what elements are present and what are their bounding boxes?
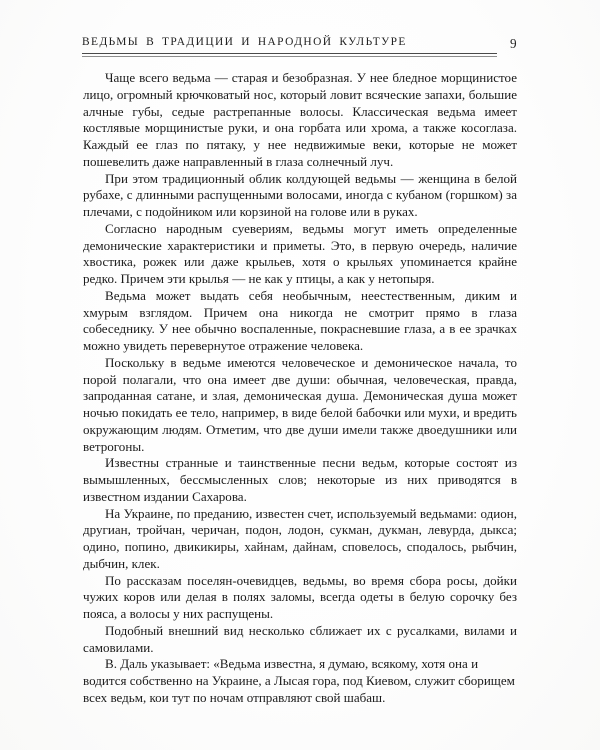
page-number: 9: [510, 36, 517, 51]
paragraph: В. Даль указывает: «Ведьма известна, я думаю, всякому, хотя она и водится собственно на Украине, а Лысая гора, под Киевом, служит сборищем всех ведьм, кои тут по ночам отправляют свой шабаш.: [83, 656, 515, 705]
paragraph: Согласно народным суевериям, ведьмы могут иметь определенные демонические характеристики и приметы. Это, в первую очередь, наличие хвостика, рожек или даже крыльев, хотя о крыльях упоминается крайне редко. Причем эти крылья — не как у птицы, а как у нетопыря.: [83, 220, 517, 286]
paragraph: На Украине, по преданию, известен счет, используемый ведьмами: одион, другиан, тройчан, черичан, подон, лодон, сукман, дукман, левурда, дыкса; одино, попино, двикикиры, хайнам, дайнам, сповелось, сподалось, рыбчин, дыбчин, клек.: [83, 505, 517, 571]
paragraph: При этом традиционный облик колдующей ведьмы — женщина в белой рубахе, с длинными распущенными волосами, иногда с кубаном (горшком) за плечами, с подойником или корзиной на голове или в руках.: [83, 170, 517, 219]
header-rule-line-bottom: [82, 56, 497, 57]
paragraph: Поскольку в ведьме имеются человеческое и демоническое начала, то порой полагали, что она имеет две души: обычная, человеческая, правда, запроданная сатане, и злая, демоническая душа. Демоническая душа может ночью покидать ее тело, например, в виде белой бабочки или мухи, и вредить окружающим людям. Отметим, что две души имели также двоедушники или ветрогоны.: [83, 354, 517, 454]
header-rule: [82, 53, 497, 58]
paragraph: Известны странные и таинственные песни ведьм, которые состоят из вымышленных, бессмысленных слов; некоторые из них приводятся в известном издании Сахарова.: [83, 455, 517, 504]
paragraph: Подобный внешний вид несколько сближает их с русалками, вилами и самовилами.: [83, 622, 517, 655]
header-rule-line-top: [82, 53, 497, 54]
paragraph: Чаще всего ведьма — старая и безобразная. У нее бледное морщинистое лицо, огромный крючковатый нос, который ловит всяческие запахи, большие алчные губы, седые растрепанные волосы. Классическая ведьма имеет костлявые морщинистые руки, и она горбата или хрома, а также косоглаза. Каждый ее глаз по пятаку, у нее недвижимые веки, которые не может пошевелить даже направленный в глаза солнечный луч.: [83, 70, 517, 169]
body-text-column: [83, 70, 517, 707]
paragraph: Ведьма может выдать себя необычным, неестественным, диким и хмурым взглядом. Причем она никогда не смотрит прямо в глаза собеседнику. У нее обычно воспаленные, покрасневшие глаза, а в ее зрачках можно увидеть перевернутое отражение человека.: [83, 287, 517, 353]
running-head-title: ВЕДЬМЫ В ТРАДИЦИИ И НАРОДНОЙ КУЛЬТУРЕ: [82, 36, 407, 48]
paragraph: По рассказам поселян-очевидцев, ведьмы, во время сбора росы, дойки чужих коров или делая в полях заломы, всегда одеты в белую сорочку без пояса, а волосы у них распущены.: [83, 572, 517, 621]
